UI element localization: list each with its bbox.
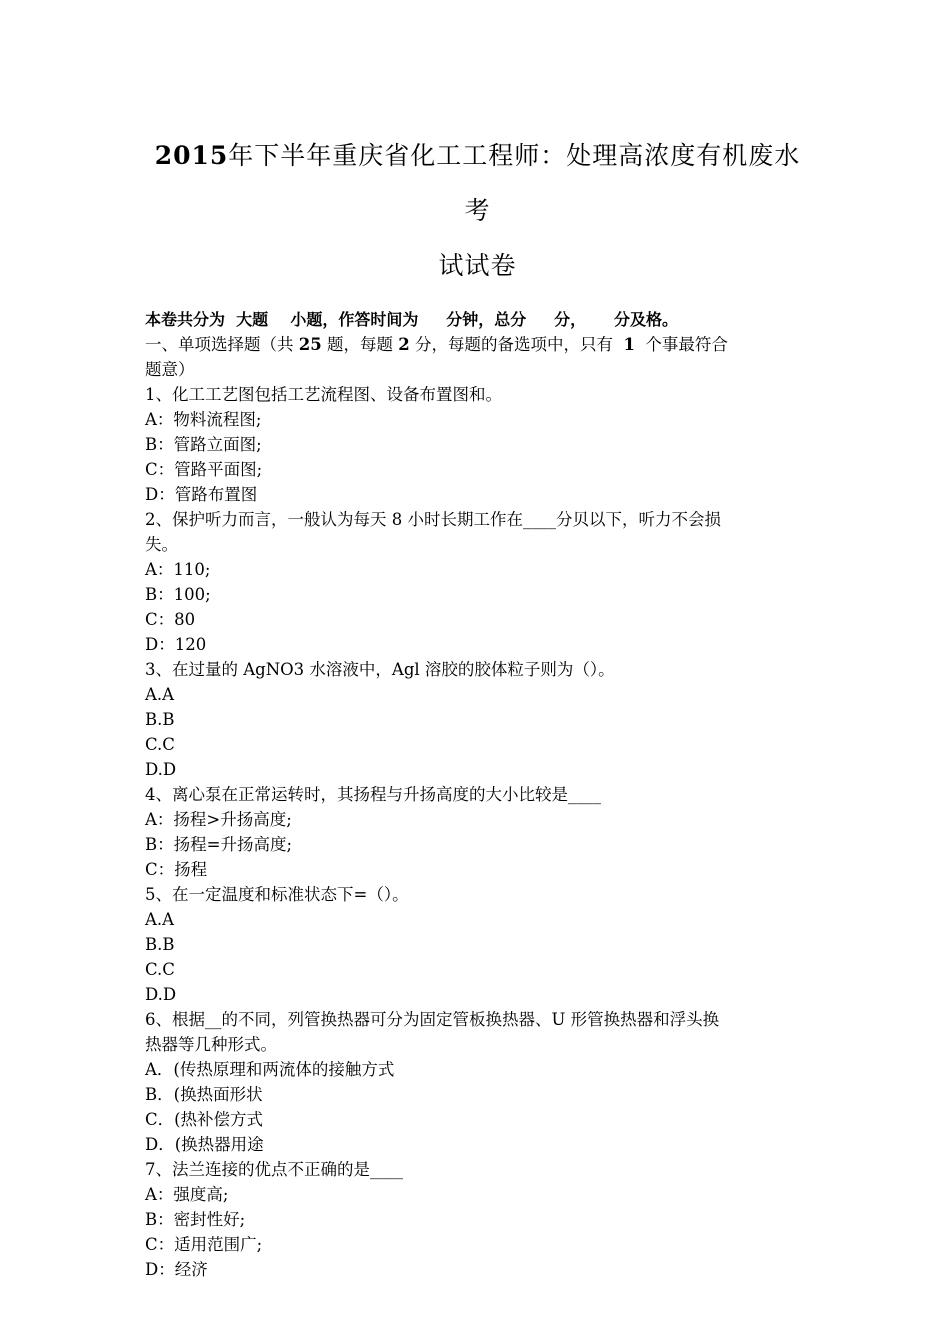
answer-option: B.B [145,935,175,954]
question-block [145,882,810,1007]
answer-option: C.C [145,735,175,754]
answer-option: D.D [145,985,177,1004]
section-heading-line-2: 题意） [145,360,195,379]
question-text: 3、在过量的 AgNO3 水溶液中，Agl 溶胶的胶体粒子则为（）。 [145,660,615,679]
title-line-2: 试试卷 [438,251,517,280]
answer-option: C：管路平面图; [145,460,263,479]
title-line-1-text: 年下半年重庆省化工工程师：处理高浓度有机废水考 [228,141,801,225]
answer-option: B：管路立面图; [145,435,262,454]
question-block [145,1007,810,1157]
document-page [145,128,810,1282]
question-text: 失。 [145,535,178,554]
answer-option: D：经济 [145,1260,208,1279]
exam-summary: 本卷共分为 大题 小题，作答时间为 分钟，总分 分， 分及格。 [145,310,678,329]
title-line-1 [145,128,810,238]
answer-option: D：120 [145,635,207,654]
question-list [145,382,810,1282]
question-block [145,382,810,507]
answer-option: A.A [145,685,175,704]
answer-option: C．(热补偿方式 [145,1110,264,1129]
answer-option: A：110; [145,560,211,579]
answer-option: A.A [145,910,175,929]
answer-option: A：物料流程图; [145,410,262,429]
answer-option: A．(传热原理和两流体的接触方式 [145,1060,395,1079]
question-text: 热器等几种形式。 [145,1035,277,1054]
question-text: 2、保护听力而言，一般认为每天 8 小时长期工作在____分贝以下，听力不会损 [145,510,721,529]
question-block [145,1157,810,1282]
question-block [145,782,810,882]
answer-option: B．(换热面形状 [145,1085,263,1104]
answer-option: A：扬程>升扬高度; [145,810,292,829]
answer-option: A：强度高; [145,1185,229,1204]
document-title [145,128,810,293]
answer-option: D．(换热器用途 [145,1135,264,1154]
answer-option: B.B [145,710,175,729]
answer-option: B：密封性好; [145,1210,246,1229]
answer-option: B：扬程=升扬高度; [145,835,293,854]
question-text: 5、在一定温度和标准状态下=（）。 [145,885,409,904]
answer-option: C：适用范围广; [145,1235,263,1254]
section-heading: 一、单项选择题（共 25 题，每题 2 分，每题的备选项中，只有 1 个事最符合 [145,335,728,354]
answer-option: B：100; [145,585,211,604]
question-text: 1、化工工艺图包括工艺流程图、设备布置图和。 [145,385,502,404]
question-block [145,657,810,782]
answer-option: D.D [145,760,177,779]
answer-option: C.C [145,960,175,979]
question-count: 25 [298,335,322,354]
question-block [145,507,810,657]
question-text: 7、法兰连接的优点不正确的是____ [145,1160,403,1179]
answer-option: C：扬程 [145,860,208,879]
answer-option: C：80 [145,610,196,629]
question-text: 6、根据__的不同，列管换热器可分为固定管板换热器、U 形管换热器和浮头换 [145,1010,720,1029]
answer-count: 1 [623,335,635,354]
answer-option: D：管路布置图 [145,485,258,504]
question-score: 2 [398,335,410,354]
question-text: 4、离心泵在正常运转时，其扬程与升扬高度的大小比较是____ [145,785,601,804]
title-year: 2015 [154,141,229,170]
